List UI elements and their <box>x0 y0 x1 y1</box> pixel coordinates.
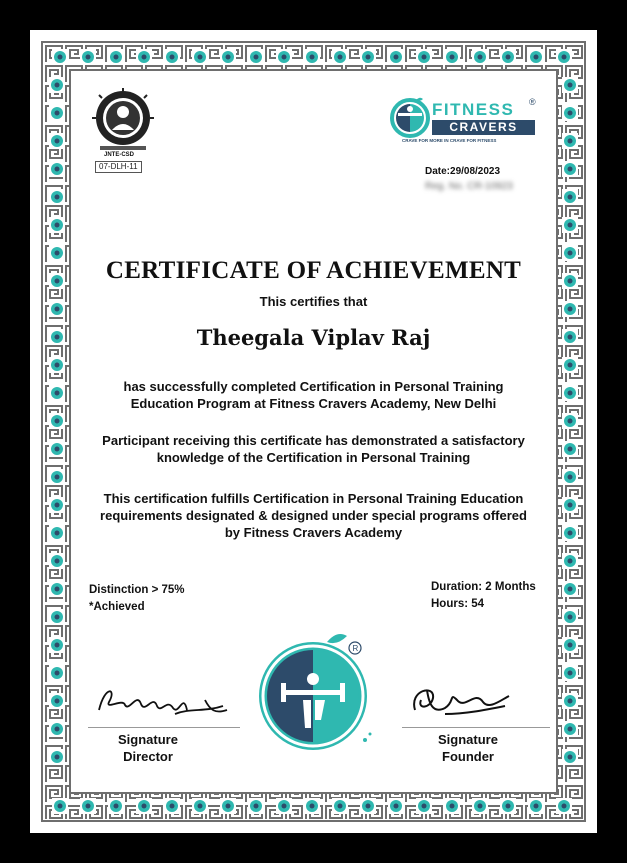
border-medallion-icon <box>416 49 432 65</box>
border-medallion-icon <box>562 273 578 289</box>
border-medallion-icon <box>500 798 516 814</box>
border-medallion-icon <box>49 553 65 569</box>
border-medallion-icon <box>192 49 208 65</box>
knowledge-line-2: knowledge of the Certification in Personal Training <box>156 450 471 465</box>
border-medallion-icon <box>220 798 236 814</box>
border-medallion-icon <box>49 693 65 709</box>
border-medallion-icon <box>562 357 578 373</box>
hours-text: Hours: 54 <box>431 598 485 610</box>
border-medallion-icon <box>49 469 65 485</box>
border-medallion-icon <box>49 133 65 149</box>
founder-signature-icon <box>405 680 515 725</box>
border-medallion-icon <box>562 553 578 569</box>
founder-signature-label <box>408 731 528 765</box>
border-medallion-icon <box>332 798 348 814</box>
border-medallion-icon <box>528 49 544 65</box>
brand-bottom: CRAVERS <box>432 120 535 135</box>
border-medallion-icon <box>472 798 488 814</box>
border-medallion-icon <box>49 413 65 429</box>
border-medallion-icon <box>49 329 65 345</box>
border-medallion-icon <box>562 329 578 345</box>
border-medallion-icon <box>556 798 572 814</box>
border-medallion-icon <box>500 49 516 65</box>
fitness-cravers-logo-icon <box>390 96 430 138</box>
course-info <box>431 579 536 613</box>
center-seal-logo-icon <box>255 630 375 752</box>
border-medallion-icon <box>444 798 460 814</box>
border-medallion-icon <box>49 637 65 653</box>
border-medallion-icon <box>220 49 236 65</box>
border-medallion-icon <box>49 105 65 121</box>
border-medallion-icon <box>562 161 578 177</box>
director-signature-icon <box>95 680 235 725</box>
border-medallion-icon <box>49 217 65 233</box>
border-medallion-icon <box>108 49 124 65</box>
registered-mark: ® <box>529 97 536 107</box>
director-signature-line <box>88 727 240 728</box>
border-medallion-icon <box>136 49 152 65</box>
border-medallion-icon <box>304 798 320 814</box>
border-medallion-icon <box>80 49 96 65</box>
completion-line-1: has successfully completed Certification in Personal Training <box>123 379 504 394</box>
border-medallion-icon <box>80 798 96 814</box>
director-signature-word: Signature <box>118 732 178 747</box>
border-medallion-icon <box>562 581 578 597</box>
border-medallion-icon <box>49 581 65 597</box>
border-medallion-icon <box>562 609 578 625</box>
svg-text:R: R <box>352 644 359 653</box>
border-medallion-icon <box>49 665 65 681</box>
border-medallion-icon <box>562 497 578 513</box>
institute-emblem-icon <box>90 88 156 158</box>
border-medallion-icon <box>360 798 376 814</box>
recipient-name: Theegala Viplav Raj <box>196 325 431 350</box>
fulfillment-line-3: by Fitness Cravers Academy <box>224 525 403 540</box>
emblem-label: JNTE-CSD <box>104 152 135 158</box>
border-medallion-icon <box>52 49 68 65</box>
border-medallion-icon <box>562 385 578 401</box>
border-medallion-icon <box>49 721 65 737</box>
certifies-line: This certifies that <box>259 294 368 309</box>
director-signature-label <box>88 731 208 765</box>
border-medallion-icon <box>360 49 376 65</box>
border-medallion-icon <box>562 441 578 457</box>
border-medallion-icon <box>444 49 460 65</box>
border-medallion-icon <box>49 273 65 289</box>
border-medallion-icon <box>562 133 578 149</box>
brand-top: FITNESS <box>432 100 515 119</box>
founder-signature-line <box>402 727 550 728</box>
registration-number: Reg. No. CR-10923 <box>425 181 513 192</box>
border-medallion-icon <box>472 49 488 65</box>
border-medallion-icon <box>49 189 65 205</box>
achieved-text: *Achieved <box>89 601 145 613</box>
knowledge-paragraph <box>72 432 555 466</box>
border-medallion-icon <box>562 301 578 317</box>
founder-title: Founder <box>442 749 494 764</box>
border-medallion-icon <box>49 385 65 401</box>
border-medallion-icon <box>332 49 348 65</box>
border-medallion-icon <box>248 798 264 814</box>
fulfillment-paragraph <box>72 490 555 541</box>
fulfillment-line-1: This certification fulfills Certification in Personal Training Education <box>103 491 524 506</box>
border-medallion-icon <box>49 77 65 93</box>
border-medallion-icon <box>556 49 572 65</box>
border-medallion-icon <box>562 245 578 261</box>
border-medallion-icon <box>562 693 578 709</box>
border-medallion-icon <box>528 798 544 814</box>
emblem-code: 07-DLH-11 <box>95 161 142 173</box>
border-medallion-icon <box>388 798 404 814</box>
certificate-title: CERTIFICATE OF ACHIEVEMENT <box>105 257 522 284</box>
duration-text: Duration: 2 Months <box>431 581 536 593</box>
border-medallion-icon <box>304 49 320 65</box>
border-medallion-icon <box>562 749 578 765</box>
knowledge-line-1: Participant receiving this certificate has demonstrated a satisfactory <box>102 433 525 448</box>
founder-signature-word: Signature <box>438 732 498 747</box>
border-medallion-icon <box>562 637 578 653</box>
border-medallion-icon <box>49 301 65 317</box>
certificate-date: Date:29/08/2023 <box>425 166 501 177</box>
border-medallion-icon <box>136 798 152 814</box>
border-medallion-icon <box>562 413 578 429</box>
border-medallion-icon <box>416 798 432 814</box>
border-medallion-icon <box>248 49 264 65</box>
border-medallion-icon <box>562 721 578 737</box>
border-medallion-icon <box>192 798 208 814</box>
border-medallion-icon <box>49 525 65 541</box>
border-medallion-icon <box>52 798 68 814</box>
border-medallion-icon <box>49 749 65 765</box>
border-medallion-icon <box>276 49 292 65</box>
border-medallion-icon <box>108 798 124 814</box>
border-medallion-icon <box>49 161 65 177</box>
director-title: Director <box>123 749 173 764</box>
distinction-info <box>89 582 185 616</box>
completion-paragraph <box>72 378 555 412</box>
border-medallion-icon <box>276 798 292 814</box>
border-medallion-icon <box>562 105 578 121</box>
distinction-text: Distinction > 75% <box>89 584 185 596</box>
border-medallion-icon <box>164 49 180 65</box>
border-medallion-icon <box>164 798 180 814</box>
fulfillment-line-2: requirements designated & designed under special programs offered <box>100 508 527 523</box>
border-medallion-icon <box>562 77 578 93</box>
border-medallion-icon <box>49 245 65 261</box>
border-medallion-icon <box>562 217 578 233</box>
border-medallion-icon <box>562 665 578 681</box>
border-medallion-icon <box>49 357 65 373</box>
brand-tagline: CRAVE FOR MORE IN CRAVE FOR FITNESS <box>402 138 497 143</box>
border-medallion-icon <box>562 189 578 205</box>
border-medallion-icon <box>49 497 65 513</box>
border-medallion-icon <box>562 525 578 541</box>
completion-line-2: Education Program at Fitness Cravers Academy, New Delhi <box>130 396 497 411</box>
border-medallion-icon <box>49 609 65 625</box>
border-medallion-icon <box>388 49 404 65</box>
border-medallion-icon <box>562 469 578 485</box>
border-medallion-icon <box>49 441 65 457</box>
